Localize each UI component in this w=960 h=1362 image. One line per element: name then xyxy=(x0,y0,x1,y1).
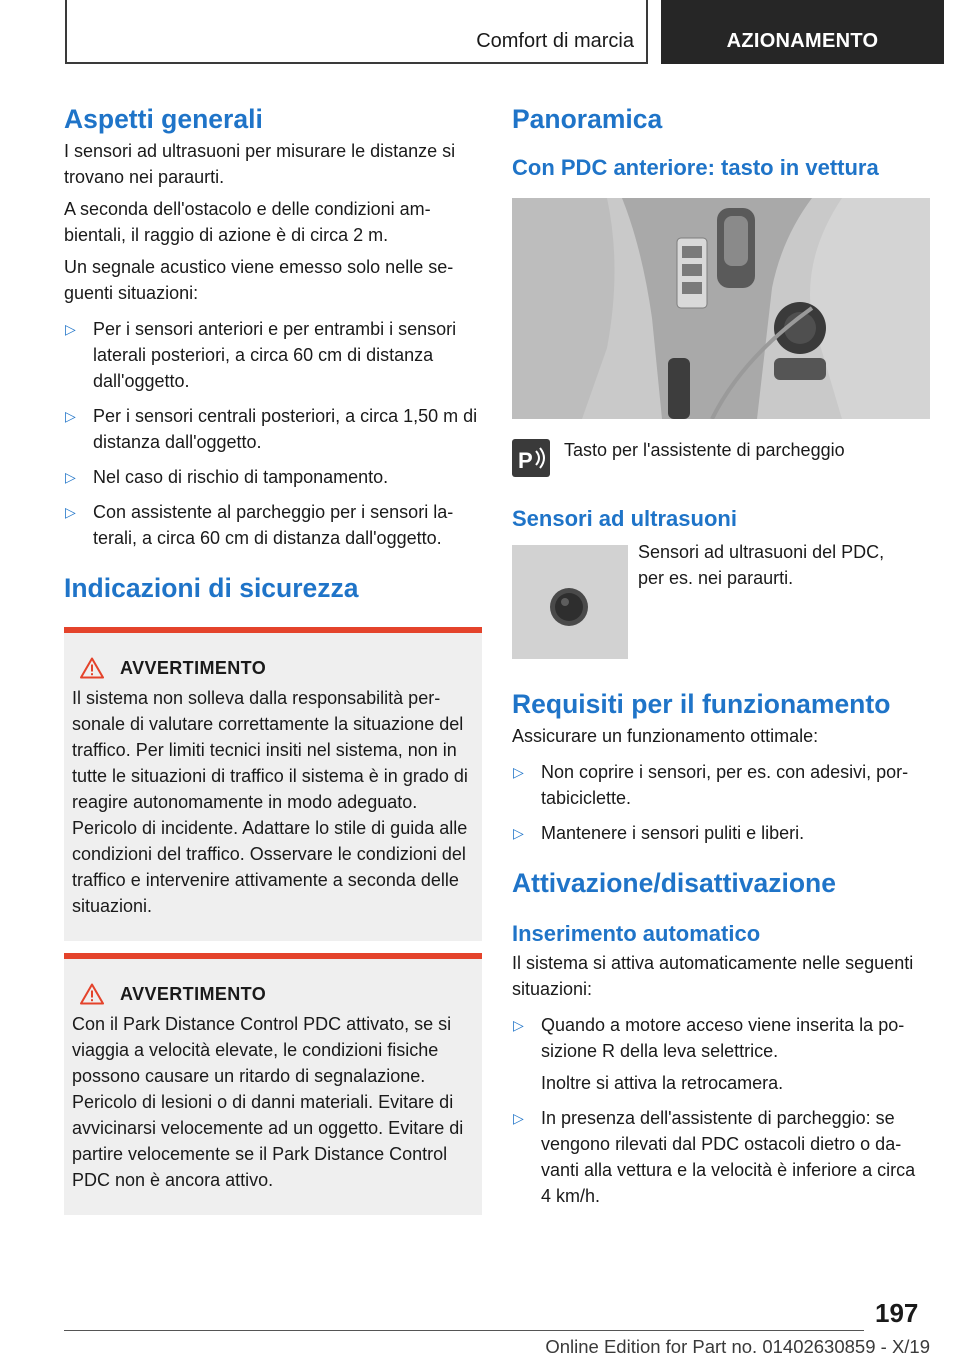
activation-list xyxy=(512,1012,930,1209)
general-title: Aspetti generali xyxy=(64,104,263,134)
ultrasonic-sensor-icon xyxy=(512,545,628,659)
parking-button-caption: Tasto per l'assistente di parcheggio xyxy=(564,440,845,460)
list-item: ▷ In presenza dell'assistente di parcheggio: se vengono rilevati dal PDC ostacoli dietro o davanti alla vettura e la velocità è inferiore a circa 4 km/h. xyxy=(512,1105,930,1209)
list-item: ▷ Non coprire i sensori, per es. con adesivi, portabiciclette. xyxy=(512,759,930,811)
activation-title: Attivazione/disattivazione xyxy=(512,868,836,898)
section-tab xyxy=(65,0,648,64)
right-column xyxy=(512,100,930,1218)
overview-title: Panoramica xyxy=(512,104,663,134)
safety-title: Indicazioni di sicurezza xyxy=(64,573,359,603)
svg-text:P: P xyxy=(518,448,533,473)
general-paragraph-2: A seconda dell'ostacolo e delle condizioni ambientali, il raggio di azione è di circa 2 m. xyxy=(64,199,431,245)
activation-subtitle: Inserimento automatico xyxy=(512,921,761,946)
sensor-figure xyxy=(512,542,930,659)
chapter-tab-label: AZIONAMENTO xyxy=(726,30,879,52)
requirements-intro: Assicurare un funzionamento ottimale: xyxy=(512,726,819,746)
requirements-list xyxy=(512,759,930,846)
general-conditions-list xyxy=(64,316,482,551)
list-item: ▷ Con assistente al parcheggio per i sensori laterali, a circa 60 cm di distanza dall'oggetto. xyxy=(64,499,482,551)
edition-footer: Online Edition for Part no. 01402630859 - X/19 xyxy=(545,1336,930,1357)
requirements-title: Requisiti per il funzionamento xyxy=(512,689,891,719)
center-console-photo xyxy=(512,198,930,419)
warning-header xyxy=(80,979,474,1009)
warning-box-2 xyxy=(64,953,482,1215)
triangle-bullet-icon: ▷ xyxy=(65,321,76,337)
button-legend xyxy=(512,439,930,477)
triangle-bullet-icon: ▷ xyxy=(513,764,524,780)
footer-divider xyxy=(64,1330,864,1331)
page-number: 197 xyxy=(875,1298,919,1328)
warning-box-1 xyxy=(64,627,482,941)
warning-triangle-icon xyxy=(80,657,104,679)
triangle-bullet-icon: ▷ xyxy=(65,504,76,520)
list-item: ▷ Per i sensori anteriori e per entrambi i sensori laterali posteriori, a circa 60 cm di distanza dall'oggetto. xyxy=(64,316,482,394)
triangle-bullet-icon: ▷ xyxy=(65,408,76,424)
triangle-bullet-icon: ▷ xyxy=(513,825,524,841)
list-item: ▷ Mantenere i sensori puliti e liberi. xyxy=(512,820,930,846)
triangle-bullet-icon: ▷ xyxy=(65,469,76,485)
activation-intro: Il sistema si attiva automaticamente nelle seguenti situazioni: xyxy=(512,953,914,999)
left-column xyxy=(64,100,482,1215)
warning-text: Con il Park Distance Control PDC attivato, se si viaggia a velocità elevate, le condizioni fisiche possono causare un ritardo di segnalazione. Pericolo di lesioni o di danni materiali. Evitare di avvicinarsi velocemente ad un oggetto. Evitare di partire velocemente se il Park Distance Control PDC non è ancora attivo. xyxy=(72,1014,464,1190)
warning-header xyxy=(80,653,474,683)
overview-subtitle: Con PDC anteriore: tasto in vettura xyxy=(512,155,879,180)
warning-triangle-icon xyxy=(80,983,104,1005)
parking-assistant-button-icon xyxy=(512,439,550,477)
section-tab-label: Comfort di marcia xyxy=(476,30,634,52)
warning-text: Il sistema non solleva dalla responsabilità personale di valutare correttamente la situazione del traffico. Per limiti tecnici insiti nel sistema, non in tutte le situazioni di traffico il sistema è in grado di reagire autonomamente in modo adeguato. Pericolo di incidente. Adattare lo stile di guida alle condizioni del traffico. Osservare le condizioni del traffico e intervenire attivamente a seconda delle situazioni. xyxy=(72,688,468,916)
warning-label: AVVERTIMENTO xyxy=(120,983,267,1004)
general-paragraph-1: I sensori ad ultrasuoni per misurare le distanze si trovano nei paraurti. xyxy=(64,141,456,187)
triangle-bullet-icon: ▷ xyxy=(513,1110,524,1126)
list-item: ▷ Quando a motore acceso viene inserita la posizione R della leva selettrice. Inoltre si attiva la retrocamera. xyxy=(512,1012,930,1096)
triangle-bullet-icon: ▷ xyxy=(513,1017,524,1033)
ultrasonic-sensor-photo xyxy=(512,545,628,659)
center-console-illustration xyxy=(512,198,930,419)
sensors-title: Sensori ad ultrasuoni xyxy=(512,506,737,531)
chapter-tab xyxy=(661,0,944,64)
general-paragraph-3: Un segnale acustico viene emesso solo nelle seguenti situazioni: xyxy=(64,257,454,303)
sensor-caption: Sensori ad ultrasuoni del PDC, per es. nei paraurti. xyxy=(638,542,885,588)
list-item-note: Inoltre si attiva la retrocamera. xyxy=(541,1073,784,1093)
list-item: ▷ Per i sensori centrali posteriori, a circa 1,50 m di distanza dall'oggetto. xyxy=(64,403,482,455)
list-item: ▷ Nel caso di rischio di tamponamento. xyxy=(64,464,482,490)
warning-label: AVVERTIMENTO xyxy=(120,657,267,678)
